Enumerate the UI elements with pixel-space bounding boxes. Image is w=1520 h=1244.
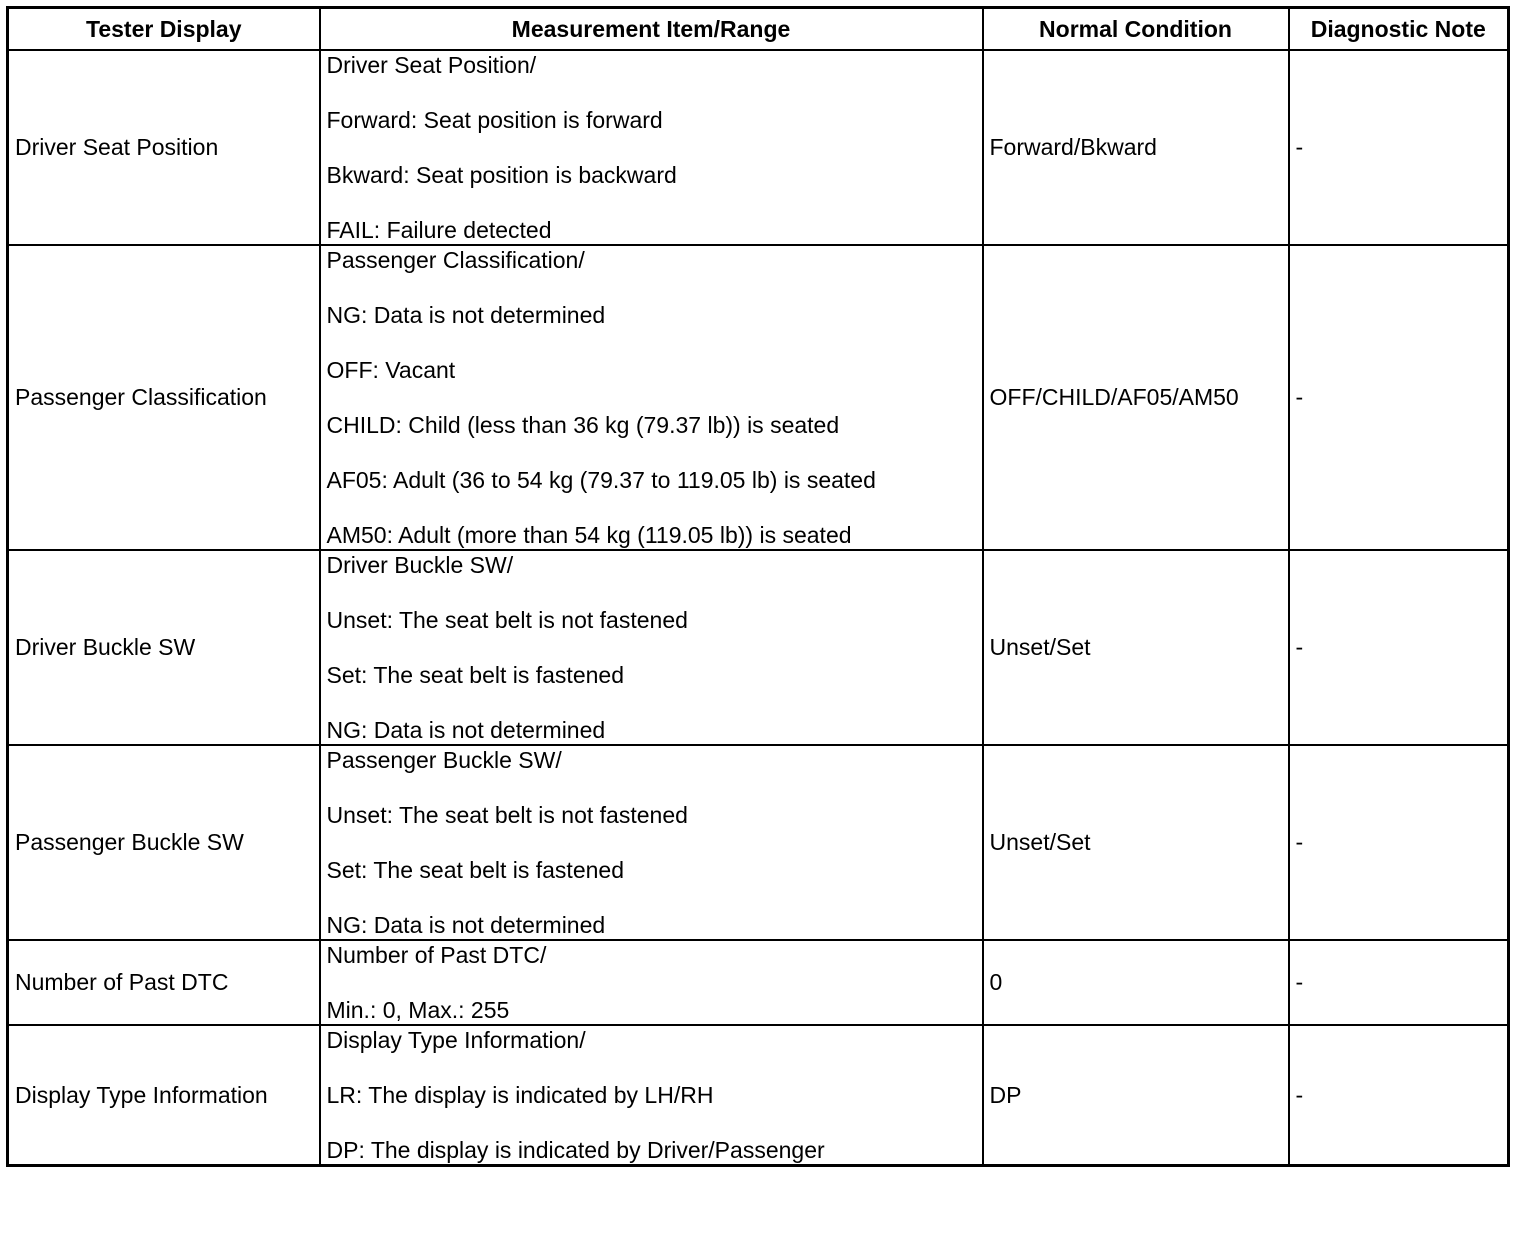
diagnostic-note-cell: - <box>1289 940 1509 1025</box>
range-line: CHILD: Child (less than 36 kg (79.37 lb)) is seated <box>326 412 840 438</box>
range-line: OFF: Vacant <box>326 357 456 383</box>
table-row <box>8 940 1509 1025</box>
measurement-range-cell <box>320 50 983 245</box>
range-line: Passenger Buckle SW/ <box>326 747 562 773</box>
table-row <box>8 1025 1509 1166</box>
normal-condition-cell: Unset/Set <box>983 745 1289 940</box>
measurement-range-cell <box>320 550 983 745</box>
header-row <box>8 8 1509 51</box>
range-line: Set: The seat belt is fastened <box>326 662 624 688</box>
range-line: NG: Data is not determined <box>326 302 606 328</box>
range-line: Driver Seat Position/ <box>326 52 537 78</box>
header-normal-condition: Normal Condition <box>983 8 1289 51</box>
measurement-range-cell <box>320 940 983 1025</box>
range-line: Min.: 0, Max.: 255 <box>326 997 510 1023</box>
range-line: DP: The display is indicated by Driver/Passenger <box>326 1137 825 1163</box>
normal-condition-cell: Unset/Set <box>983 550 1289 745</box>
range-line: Unset: The seat belt is not fastened <box>326 802 688 828</box>
table-header <box>8 8 1509 51</box>
table-row <box>8 550 1509 745</box>
tester-display-cell: Driver Buckle SW <box>8 550 320 745</box>
range-line: NG: Data is not determined <box>326 717 606 743</box>
measurement-range-cell <box>320 245 983 550</box>
tester-display-cell: Display Type Information <box>8 1025 320 1166</box>
measurement-range-cell <box>320 745 983 940</box>
normal-condition-cell: DP <box>983 1025 1289 1166</box>
measurement-range-cell <box>320 1025 983 1166</box>
range-line: Driver Buckle SW/ <box>326 552 514 578</box>
diagnostic-note-cell: - <box>1289 50 1509 245</box>
normal-condition-cell: Forward/Bkward <box>983 50 1289 245</box>
tester-display-cell: Driver Seat Position <box>8 50 320 245</box>
diagnostic-note-cell: - <box>1289 550 1509 745</box>
range-line: Unset: The seat belt is not fastened <box>326 607 688 633</box>
normal-condition-cell: 0 <box>983 940 1289 1025</box>
range-line: AF05: Adult (36 to 54 kg (79.37 to 119.05 lb) is seated <box>326 467 876 493</box>
range-line: AM50: Adult (more than 54 kg (119.05 lb)) is seated <box>326 522 852 548</box>
range-line: Bkward: Seat position is backward <box>326 162 677 188</box>
table-row <box>8 50 1509 245</box>
normal-condition-cell: OFF/CHILD/AF05/AM50 <box>983 245 1289 550</box>
data-list-table <box>6 6 1510 1167</box>
diagnostic-note-cell: - <box>1289 745 1509 940</box>
table-row <box>8 745 1509 940</box>
table-row <box>8 245 1509 550</box>
range-line: NG: Data is not determined <box>326 912 606 938</box>
header-tester-display: Tester Display <box>8 8 320 51</box>
range-line: Forward: Seat position is forward <box>326 107 663 133</box>
range-line: Display Type Information/ <box>326 1027 586 1053</box>
diagnostic-note-cell: - <box>1289 245 1509 550</box>
table-body <box>8 50 1509 1166</box>
range-line: Number of Past DTC/ <box>326 942 547 968</box>
range-line: FAIL: Failure detected <box>326 217 552 243</box>
range-line: Set: The seat belt is fastened <box>326 857 624 883</box>
tester-display-cell: Number of Past DTC <box>8 940 320 1025</box>
tester-display-cell: Passenger Classification <box>8 245 320 550</box>
header-diagnostic-note: Diagnostic Note <box>1289 8 1509 51</box>
range-line: LR: The display is indicated by LH/RH <box>326 1082 714 1108</box>
range-line: Passenger Classification/ <box>326 247 585 273</box>
diagnostic-note-cell: - <box>1289 1025 1509 1166</box>
header-measurement-item-range: Measurement Item/Range <box>320 8 983 51</box>
tester-display-cell: Passenger Buckle SW <box>8 745 320 940</box>
